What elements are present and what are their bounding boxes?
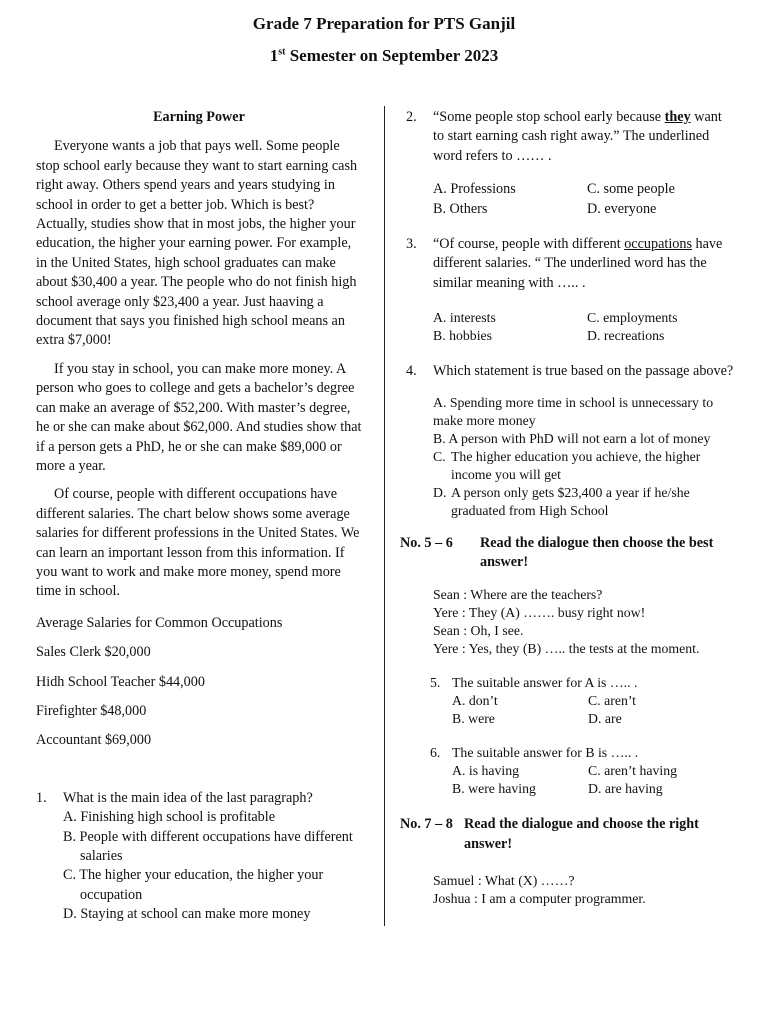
question-number: 1. [36,789,47,806]
semester-suffix: st [278,46,286,58]
question-4-options [406,394,736,520]
option-b: B. Others [433,200,488,217]
option-a: A. Finishing high school is profitable [63,809,276,826]
column-divider [384,106,385,926]
option-d: D. are having [588,781,663,797]
question-number: 2. [406,109,417,125]
option-b: B. A person with PhD will not earn a lot of money [433,430,711,446]
option-d: D. everyone [587,200,657,217]
question-text-part: “Of course, people with different [433,236,625,253]
option-a: A. Professions [433,181,516,198]
salary-item: Sales Clerk $20,000 [36,644,151,661]
option-b: B. were having [452,781,536,797]
question-2 [406,108,736,166]
section-7-8-header [400,815,736,854]
section-instruction: Read the dialogue and choose the right answer! [464,816,699,852]
salary-item: Firefighter $48,000 [36,702,147,719]
question-text: What is the main idea of the last paragraph? [63,789,313,806]
option-b: B. People with different occupations have different salaries [63,828,353,864]
section-label: No. 7 – 8 [400,816,453,833]
passage-paragraph-1: Everyone wants a job that pays well. Some people stop school early because they want to start earning cash right away. Others spend years and years studying in school in order to get a better job. Which is best? Actually, studies show that in most jobs, the higher your education, the higher your earning power. For example, in the United States, high school graduates can make about $30,400 a year. The people who do not finish high school average only $23,400 a year. Just haaving a document that says you finished high school means an extra $7,000! [36,138,358,349]
question-6 [406,744,736,762]
option-a: A. interests [433,310,496,326]
dialogue-line: Yere : They (A) ……. busy right now! [433,605,646,621]
dialogue-line: Sean : Where are the teachers? [433,587,603,603]
header-subtitle [0,44,768,68]
question-number: 5. [430,675,441,691]
underlined-word: they [664,109,691,125]
question-text-part: want to start earning cash right away.” The underlined word refers to …… . [433,109,722,164]
question-3 [406,235,736,293]
question-text [433,235,736,293]
question-number: 6. [430,745,441,761]
question-text [433,108,736,166]
option-c: C. employments [587,310,678,326]
question-4 [406,362,736,381]
semester-number: 1 [269,46,279,65]
question-number: 4. [406,363,417,380]
option-text: The higher education you achieve, the higher income you will get [451,448,701,482]
options-grid [406,692,736,728]
option-letter: C. [433,448,446,464]
question-text: The suitable answer for B is ….. . [452,745,639,761]
options-grid [406,762,736,798]
passage-paragraph-2: If you stay in school, you can make more money. A person who goes to college and gets a bachelor’s degree can make an average of $52,200. With master’s degree, he or she can make about $62,000. And studies show that if a person gets a PhD, he or she can make $89,000 or more a year. [36,360,362,474]
option-b: B. hobbies [433,328,493,344]
question-text-part: have different salaries. “ The underlined word has the similar meaning with ….. . [433,236,723,291]
options-grid [406,309,736,345]
passage-title: Earning Power [153,109,245,125]
option-c: C. some people [587,181,675,198]
section-5-6-header [400,534,736,573]
question-1 [36,789,362,925]
question-text-part: “Some people stop school early because [433,109,665,125]
salary-item: Accountant $69,000 [36,732,152,749]
underlined-word: occupations [624,236,692,253]
question-number: 3. [406,236,417,253]
dialogue-2 [406,872,736,908]
salary-chart-title: Average Salaries for Common Occupations [36,614,283,631]
option-b: B. were [452,711,495,727]
right-column [400,108,736,908]
option-d: D. recreations [587,328,665,344]
options-grid [406,180,736,219]
dialogue-line: Sean : Oh, I see. [433,623,524,639]
section-instruction: Read the dialogue then choose the best answer! [480,534,714,571]
question-5 [406,674,736,692]
option-c: C. aren’t [588,693,637,709]
option-letter: D. [433,484,447,500]
passage-paragraph-3: Of course, people with different occupations have different salaries. The chart below shows some average salaries for different professions in the United States. We can learn an important lesson from this information. If you want to work and make more money, spend more time in school. [36,486,360,600]
option-c: C. The higher your education, the higher your occupation [63,867,324,903]
dialogue-line: Joshua : I am a computer programmer. [433,891,646,907]
option-text: A person only gets $23,400 a year if he/she graduated from High School [451,484,690,518]
option-d: D. are [588,711,622,727]
option-d [433,484,736,520]
question-text: The suitable answer for A is ….. . [452,675,638,691]
page-header [0,12,768,68]
semester-text: Semester on September 2023 [285,46,499,65]
option-c [433,448,736,484]
dialogue-line: Samuel : What (X) ……? [433,873,575,889]
option-a: A. is having [452,763,520,779]
option-d: D. Staying at school can make more money [63,906,311,923]
question-text: Which statement is true based on the passage above? [433,363,734,380]
option-a: A. don’t [452,693,498,709]
dialogue-1 [406,586,736,658]
left-column [36,108,362,925]
option-a: A. Spending more time in school is unnecessary to make more money [433,394,714,428]
header-title: Grade 7 Preparation for PTS Ganjil [252,14,516,33]
salary-item: Hidh School Teacher $44,000 [36,673,205,690]
dialogue-line: Yere : Yes, they (B) ….. the tests at the moment. [433,641,700,657]
option-c: C. aren’t having [588,763,678,779]
section-label: No. 5 – 6 [400,534,453,551]
